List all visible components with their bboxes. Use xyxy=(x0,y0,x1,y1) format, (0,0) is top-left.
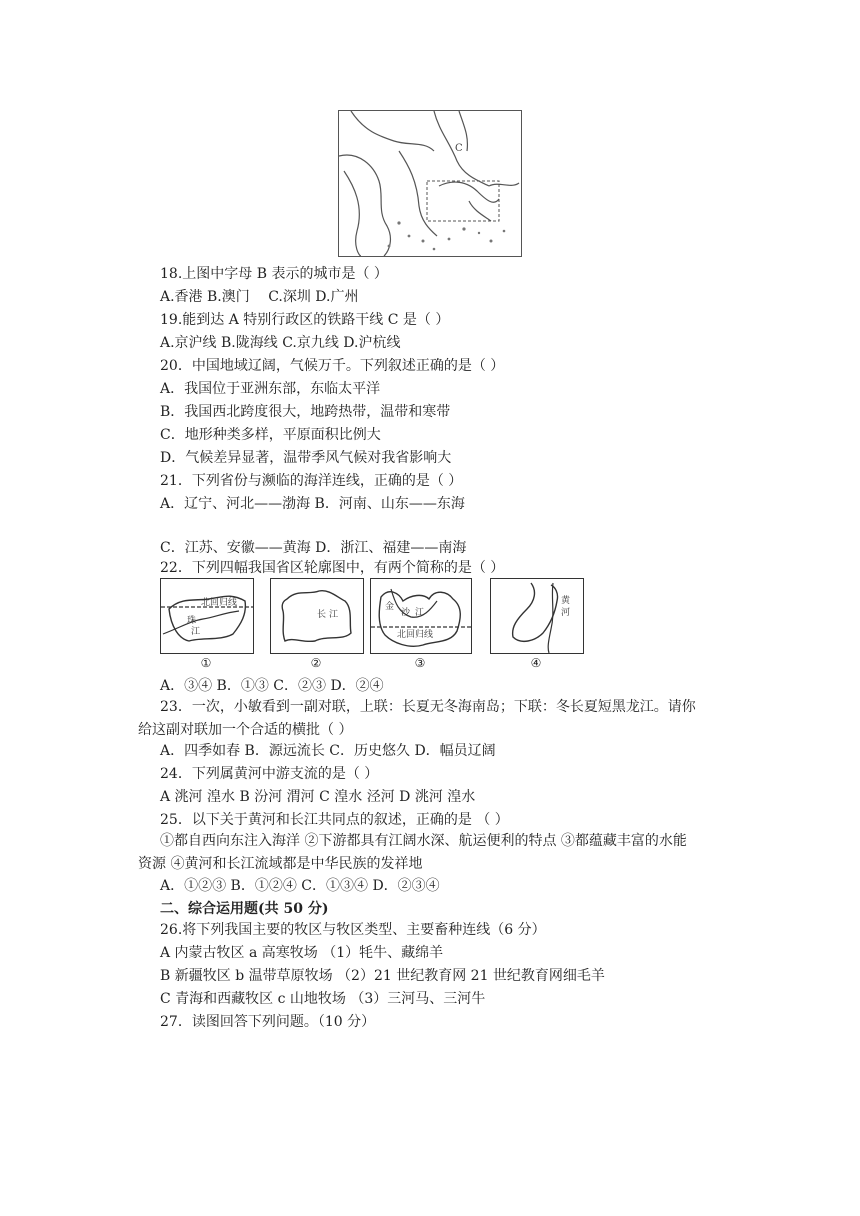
q25-statements-line2: 资源 ④黄河和长江流域都是中华民族的发祥地 xyxy=(138,856,423,872)
map-label-c: C xyxy=(455,143,463,154)
q23-question-line1: 23．一次，小敏看到一副对联，上联：长夏无冬海南岛；下联：冬长夏短黑龙江。请你 xyxy=(160,699,696,715)
q23-options: A．四季如春 B．源远流长 C．历史悠久 D．幅员辽阔 xyxy=(160,743,496,759)
q27-question: 27．读图回答下列问题。（10 分） xyxy=(160,1014,376,1030)
q26-question: 26.将下列我国主要的牧区与牧区类型、主要畜种连线（6 分） xyxy=(160,922,546,938)
q18-options: A.香港 B.澳门 C.深圳 D.广州 xyxy=(160,289,359,305)
province-map-1-number: ① xyxy=(200,656,212,670)
province-map-2 xyxy=(270,578,364,654)
q25-options: A．①②③ B．①②④ C．①③④ D．②③④ xyxy=(160,878,440,894)
q24-question: 24．下列属黄河中游支流的是（ ） xyxy=(160,766,379,782)
map2-label-jiang: 江 xyxy=(329,610,339,620)
province-map-3-number: ③ xyxy=(414,656,426,670)
map4-label-he: 河 xyxy=(561,608,571,618)
q21-question: 21．下列省份与濒临的海洋连线，正确的是（ ） xyxy=(160,473,463,489)
q20-option-a: A．我国位于亚洲东部，东临太平洋 xyxy=(160,381,381,397)
q18-question: 18.上图中字母 B 表示的城市是（ ） xyxy=(160,266,388,282)
map3-label-jin: 金 xyxy=(385,602,395,612)
q26-row-a: A 内蒙古牧区 a 高寒牧场 （1）牦牛、藏绵羊 xyxy=(160,945,444,961)
province-map-4 xyxy=(490,578,584,654)
map3-label-jiang: 江 xyxy=(415,608,425,618)
q19-question: 19.能到达 A 特别行政区的铁路干线 C 是（ ） xyxy=(160,312,450,328)
river-delta-map xyxy=(338,110,522,257)
map1-label-zhu: 珠 xyxy=(187,616,197,626)
map3-label-sha: 沙 xyxy=(401,608,411,618)
q26-row-c: C 青海和西藏牧区 c 山地牧场 （3）三河马、三河牛 xyxy=(160,991,486,1007)
q24-options: A 洮河 湟水 B 汾河 渭河 C 湟水 泾河 D 洮河 湟水 xyxy=(160,789,476,805)
map3-label-tropic: 北回归线 xyxy=(397,630,434,640)
q20-option-d: D．气候差异显著，温带季风气候对我省影响大 xyxy=(160,450,452,466)
province-map-3 xyxy=(370,578,472,654)
q20-question: 20．中国地域辽阔，气候万千。下列叙述正确的是（ ） xyxy=(160,358,505,374)
province-maps xyxy=(160,578,590,674)
q19-options: A.京沪线 B.陇海线 C.京九线 D.沪杭线 xyxy=(160,335,401,351)
q21-options-cd: C．江苏、安徽——黄海 D．浙江、福建——南海 xyxy=(160,540,467,556)
river-delta-map-drawing xyxy=(339,111,521,256)
map4-label-huang: 黄 xyxy=(561,596,571,606)
q22-options: A．③④ B．①③ C．②③ D．②④ xyxy=(160,678,384,694)
province-map-4-number: ④ xyxy=(530,656,542,670)
q23-question-line2: 给这副对联加一个合适的横批（ ） xyxy=(138,722,353,738)
q22-question: 22．下列四幅我国省区轮廓图中，有两个简称的是（ ） xyxy=(160,560,505,576)
q20-option-b: B．我国西北跨度很大，地跨热带，温带和寒带 xyxy=(160,404,451,420)
section-2-heading: 二、综合运用题(共 50 分) xyxy=(160,901,329,917)
map1-label-jiang: 江 xyxy=(191,627,201,637)
q25-statements-line1: ①都自西向东注入海洋 ②下游都具有江阔水深、航运便利的特点 ③都蕴藏丰富的水能 xyxy=(160,833,687,849)
province-map-1 xyxy=(160,578,254,654)
map2-label-chang: 长 xyxy=(317,610,327,620)
q25-question: 25．以下关于黄河和长江共同点的叙述，正确的是 （ ） xyxy=(160,812,509,828)
province-map-2-number: ② xyxy=(310,656,322,670)
map1-label-tropic: 北回归线 xyxy=(201,598,238,608)
q21-options-ab: A．辽宁、河北——渤海 B．河南、山东——东海 xyxy=(160,496,465,512)
q20-option-c: C．地形种类多样，平原面积比例大 xyxy=(160,427,381,443)
q26-row-b: B 新疆牧区 b 温带草原牧场 （2）21 世纪教育网 21 世纪教育网细毛羊 xyxy=(160,968,605,984)
